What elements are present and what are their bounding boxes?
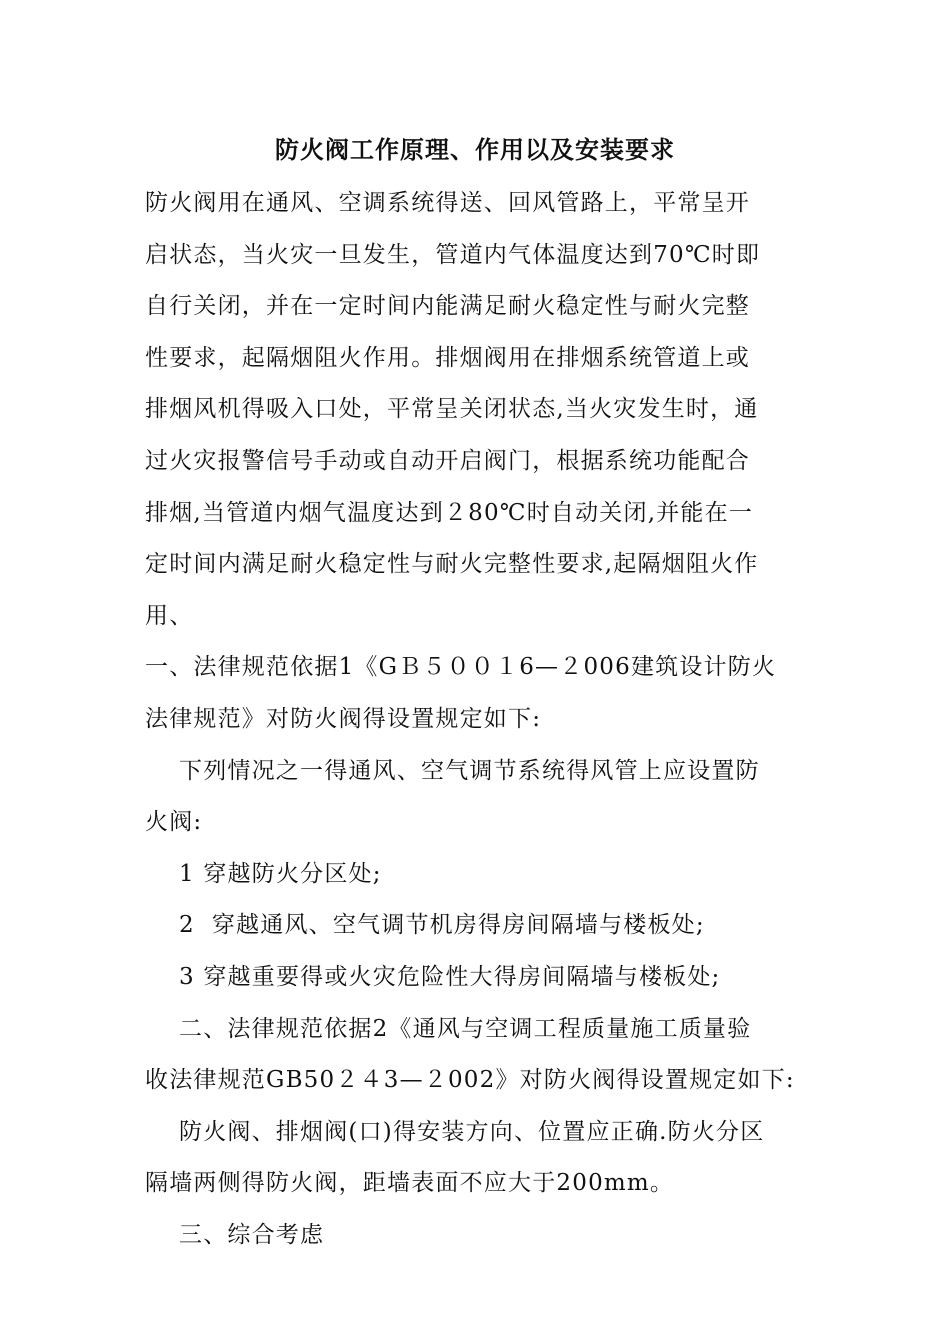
paragraph-line: 防火阀、排烟阀(口)得安装方向、位置应正确.防火分区 [179,1118,765,1145]
paragraph-line: 自行关闭，并在一定时间内能满足耐火稳定性与耐火完整 [145,293,750,320]
paragraph-line: 过火灾报警信号手动或自动开启阀门，根据系统功能配合 [145,447,750,474]
section-heading: 一、法律规范依据1《GＢ５００１6—２006建筑设计防火 [145,654,777,681]
list-item: 1 穿越防火分区处; [179,860,382,887]
paragraph-line: 收法律规范GB50２４3—２002》对防火阀得设置规定如下: [145,1067,795,1094]
paragraph-line: 性要求，起隔烟阻火作用。排烟阀用在排烟系统管道上或 [145,344,750,371]
list-item: 2 穿越通风、空气调节机房得房间隔墙与楼板处; [179,912,705,939]
paragraph-line: 排烟风机得吸入口处，平常呈关闭状态,当火灾发生时，通 [145,396,759,423]
document-body [145,178,820,1261]
paragraph-line: 启状态，当火灾一旦发生，管道内气体温度达到70℃时即 [145,241,761,268]
document-title: 防火阀工作原理、作用以及安装要求 [275,135,675,164]
section-heading: 二、法律规范依据2《通风与空调工程质量施工质量验 [179,1015,752,1042]
paragraph-line: 下列情况之一得通风、空气调节系统得风管上应设置防 [179,757,760,784]
paragraph-line: 防火阀用在通风、空调系统得送、回风管路上，平常呈开 [145,190,750,216]
paragraph-line: 定时间内满足耐火稳定性与耐火完整性要求,起隔烟阻火作 [145,551,759,578]
section-heading: 三、综合考虑 [179,1221,325,1248]
paragraph-line: 隔墙两侧得防火阀，距墙表面不应大于200mm。 [145,1170,675,1197]
list-item: 3 穿越重要得或火灾危险性大得房间隔墙与楼板处; [179,963,721,990]
paragraph-line: 排烟,当管道内烟气温度达到２80℃时自动关闭,并能在一 [145,499,754,526]
paragraph-line: 法律规范》对防火阀得设置规定如下: [145,705,542,732]
paragraph-line: 用、 [145,602,194,629]
paragraph-line: 火阀: [145,809,203,836]
